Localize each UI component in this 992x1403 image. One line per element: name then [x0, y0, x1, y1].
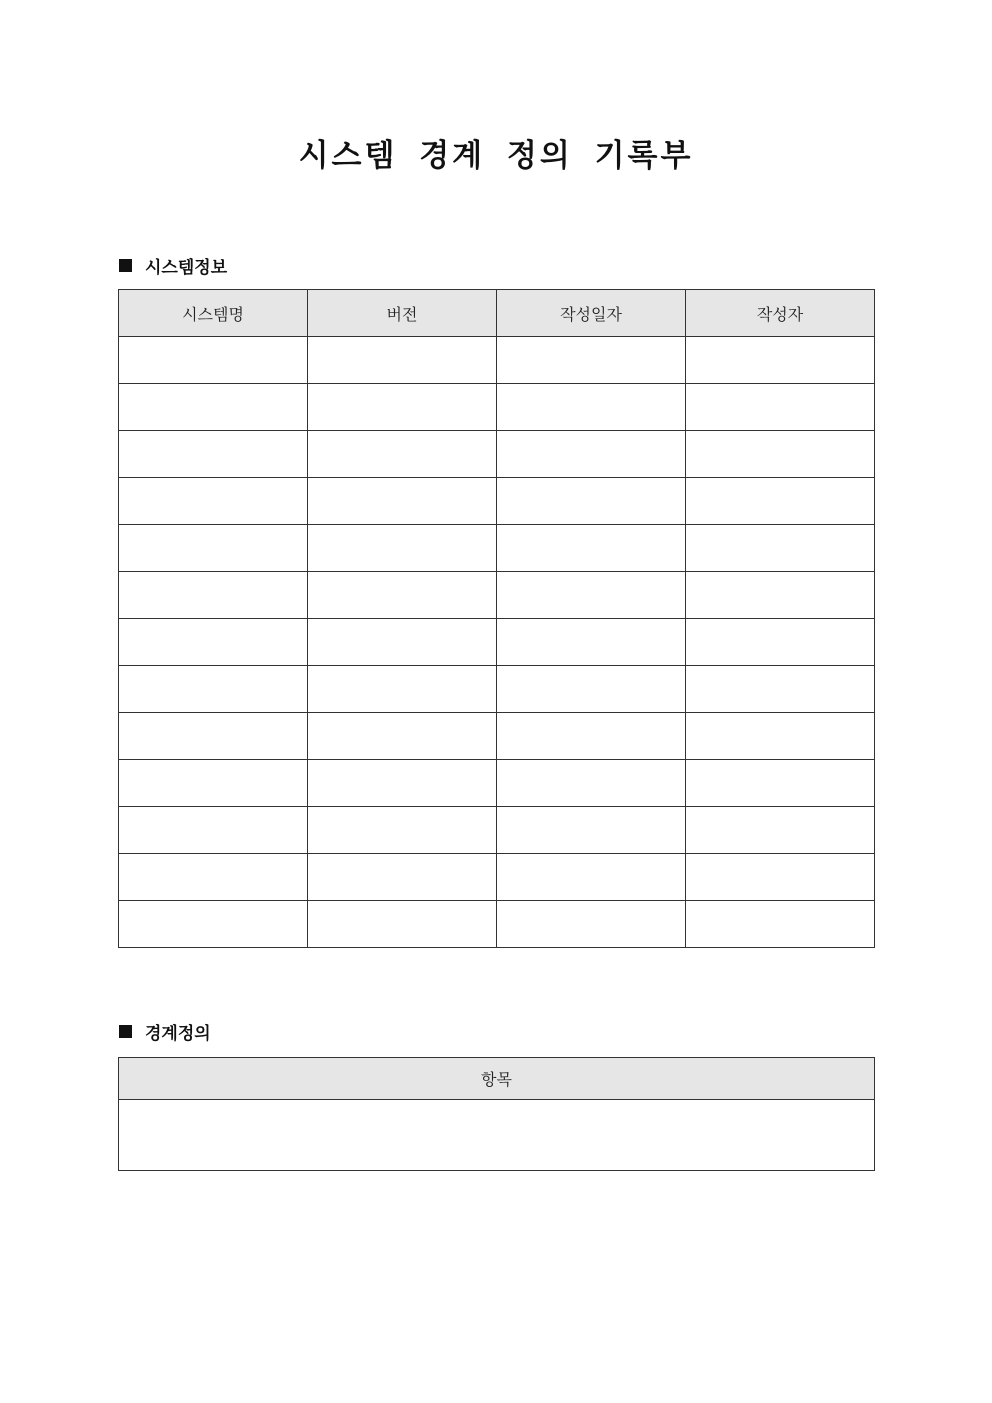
system-name-cell[interactable] — [119, 384, 308, 431]
date-cell[interactable] — [497, 854, 686, 901]
system-name-cell[interactable] — [119, 901, 308, 948]
version-cell[interactable] — [308, 901, 497, 948]
system-name-cell[interactable] — [119, 713, 308, 760]
system-name-cell[interactable] — [119, 760, 308, 807]
section-heading-label: 시스템정보 — [145, 257, 228, 278]
date-cell[interactable] — [497, 666, 686, 713]
system-info-table-body — [119, 337, 875, 948]
author-cell[interactable] — [686, 807, 875, 854]
section-heading-label: 경계정의 — [145, 1023, 211, 1044]
table-row — [119, 572, 875, 619]
system-name-cell[interactable] — [119, 854, 308, 901]
version-cell[interactable] — [308, 572, 497, 619]
table-row — [119, 619, 875, 666]
date-cell[interactable] — [497, 901, 686, 948]
author-cell[interactable] — [686, 572, 875, 619]
page-title: 시스템 경계 정의 기록부 — [298, 138, 694, 174]
version-cell[interactable] — [308, 431, 497, 478]
system-name-cell[interactable] — [119, 478, 308, 525]
author-cell[interactable] — [686, 901, 875, 948]
table-row — [119, 807, 875, 854]
version-cell[interactable] — [308, 337, 497, 384]
column-header-item: 항목 — [119, 1058, 875, 1100]
column-header-author: 작성자 — [686, 290, 875, 337]
author-cell[interactable] — [686, 713, 875, 760]
table-row — [119, 666, 875, 713]
version-cell[interactable] — [308, 478, 497, 525]
table-row — [119, 854, 875, 901]
version-cell[interactable] — [308, 854, 497, 901]
column-header-system-name: 시스템명 — [119, 290, 308, 337]
system-name-cell[interactable] — [119, 807, 308, 854]
date-cell[interactable] — [497, 619, 686, 666]
table-row — [119, 760, 875, 807]
system-name-cell[interactable] — [119, 525, 308, 572]
section-heading-system-info — [119, 253, 227, 277]
date-cell[interactable] — [497, 431, 686, 478]
square-bullet-icon — [119, 259, 132, 272]
table-row — [119, 384, 875, 431]
author-cell[interactable] — [686, 384, 875, 431]
system-name-cell[interactable] — [119, 666, 308, 713]
table-row — [119, 337, 875, 384]
system-info-table — [118, 289, 875, 948]
author-cell[interactable] — [686, 337, 875, 384]
table-row — [119, 525, 875, 572]
table-row — [119, 478, 875, 525]
column-header-date: 작성일자 — [497, 290, 686, 337]
boundary-definition-table — [118, 1057, 875, 1171]
author-cell[interactable] — [686, 619, 875, 666]
system-name-cell[interactable] — [119, 431, 308, 478]
version-cell[interactable] — [308, 619, 497, 666]
table-header-row — [119, 290, 875, 337]
version-cell[interactable] — [308, 384, 497, 431]
version-cell[interactable] — [308, 666, 497, 713]
version-cell[interactable] — [308, 525, 497, 572]
date-cell[interactable] — [497, 760, 686, 807]
column-header-version: 버전 — [308, 290, 497, 337]
table-row — [119, 431, 875, 478]
table-row — [119, 901, 875, 948]
section-heading-boundary-definition — [119, 1019, 211, 1043]
date-cell[interactable] — [497, 384, 686, 431]
author-cell[interactable] — [686, 478, 875, 525]
date-cell[interactable] — [497, 525, 686, 572]
table-header-row — [119, 1058, 875, 1100]
author-cell[interactable] — [686, 525, 875, 572]
square-bullet-icon — [119, 1025, 132, 1038]
system-name-cell[interactable] — [119, 337, 308, 384]
system-name-cell[interactable] — [119, 619, 308, 666]
author-cell[interactable] — [686, 854, 875, 901]
date-cell[interactable] — [497, 572, 686, 619]
table-row — [119, 713, 875, 760]
version-cell[interactable] — [308, 807, 497, 854]
date-cell[interactable] — [497, 478, 686, 525]
date-cell[interactable] — [497, 337, 686, 384]
boundary-item-cell[interactable] — [119, 1100, 875, 1171]
author-cell[interactable] — [686, 760, 875, 807]
date-cell[interactable] — [497, 713, 686, 760]
version-cell[interactable] — [308, 713, 497, 760]
table-row — [119, 1100, 875, 1171]
version-cell[interactable] — [308, 760, 497, 807]
author-cell[interactable] — [686, 666, 875, 713]
date-cell[interactable] — [497, 807, 686, 854]
system-name-cell[interactable] — [119, 572, 308, 619]
author-cell[interactable] — [686, 431, 875, 478]
